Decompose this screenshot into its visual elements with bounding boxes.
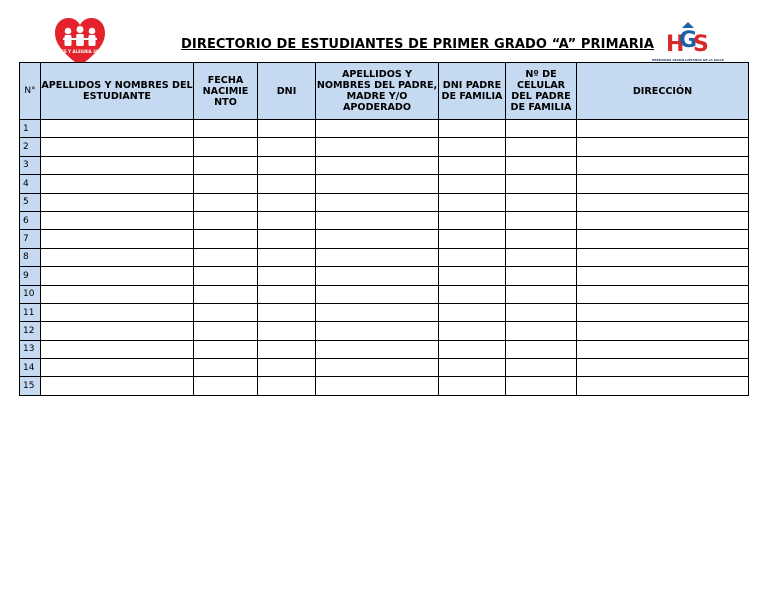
table-cell[interactable] (41, 193, 194, 211)
table-cell[interactable] (439, 267, 506, 285)
row-number: 15 (20, 377, 41, 395)
table-row (20, 267, 749, 285)
table-cell[interactable] (258, 138, 316, 156)
table-cell[interactable] (316, 211, 439, 229)
table-cell[interactable] (194, 248, 258, 266)
table-cell[interactable] (506, 211, 577, 229)
table-cell[interactable] (439, 359, 506, 377)
table-cell[interactable] (194, 175, 258, 193)
table-cell[interactable] (194, 285, 258, 303)
table-cell[interactable] (41, 285, 194, 303)
table-cell[interactable] (439, 211, 506, 229)
table-cell[interactable] (316, 120, 439, 138)
table-row (20, 175, 749, 193)
table-cell[interactable] (316, 156, 439, 174)
table-cell[interactable] (41, 303, 194, 321)
student-directory-table (19, 62, 749, 396)
table-cell[interactable] (41, 340, 194, 358)
table-cell[interactable] (41, 267, 194, 285)
table-cell[interactable] (577, 230, 749, 248)
row-number: 1 (20, 120, 41, 138)
table-cell[interactable] (194, 303, 258, 321)
row-number: 3 (20, 156, 41, 174)
heart-children-logo-icon (53, 16, 107, 68)
table-cell[interactable] (316, 303, 439, 321)
table-row (20, 120, 749, 138)
table-cell[interactable] (577, 377, 749, 395)
table-cell[interactable] (506, 120, 577, 138)
row-number: 7 (20, 230, 41, 248)
table-cell[interactable] (194, 193, 258, 211)
table-cell[interactable] (258, 120, 316, 138)
table-cell[interactable] (506, 303, 577, 321)
table-cell[interactable] (194, 340, 258, 358)
table-row (20, 211, 749, 229)
table-cell[interactable] (439, 303, 506, 321)
table-cell[interactable] (439, 248, 506, 266)
table-row (20, 303, 749, 321)
table-cell[interactable] (194, 377, 258, 395)
table-cell[interactable] (258, 340, 316, 358)
table-cell[interactable] (316, 248, 439, 266)
table-row (20, 156, 749, 174)
table-cell[interactable] (577, 193, 749, 211)
logo-right-text: HERMANOS GEANILLUPIANOS DE LA SALLE (651, 58, 725, 62)
table-cell[interactable] (506, 340, 577, 358)
table-cell[interactable] (194, 267, 258, 285)
table-cell[interactable] (41, 359, 194, 377)
header-parent-dni: DNI PADRE DE FAMILIA (439, 63, 506, 120)
table-row (20, 138, 749, 156)
table-cell[interactable] (577, 340, 749, 358)
table-header-row (20, 63, 749, 120)
table-cell[interactable] (316, 322, 439, 340)
table-cell[interactable] (577, 359, 749, 377)
row-number: 10 (20, 285, 41, 303)
table-row (20, 340, 749, 358)
table-cell[interactable] (439, 156, 506, 174)
table-cell[interactable] (506, 359, 577, 377)
table-cell[interactable] (258, 230, 316, 248)
table-cell[interactable] (439, 193, 506, 211)
table-cell[interactable] (506, 138, 577, 156)
table-cell[interactable] (194, 322, 258, 340)
table-cell[interactable] (506, 175, 577, 193)
table-cell[interactable] (506, 267, 577, 285)
table-cell[interactable] (194, 138, 258, 156)
header-no: N° (20, 63, 41, 120)
table-cell[interactable] (439, 120, 506, 138)
page-title: DIRECTORIO DE ESTUDIANTES DE PRIMER GRADO “A” PRIMARIA (181, 37, 654, 52)
table-cell[interactable] (41, 156, 194, 174)
row-number: 4 (20, 175, 41, 193)
table-cell[interactable] (258, 156, 316, 174)
table-cell[interactable] (439, 175, 506, 193)
table-cell[interactable] (194, 156, 258, 174)
header-address: DIRECCIÓN (577, 63, 749, 120)
table-row (20, 322, 749, 340)
table-cell[interactable] (316, 359, 439, 377)
table-cell[interactable] (194, 120, 258, 138)
header-birth-date: FECHA NACIMIE NTO (194, 63, 258, 120)
row-number: 9 (20, 267, 41, 285)
table-row (20, 193, 749, 211)
logo-left-text: FE Y ALEGRIA 36 (61, 49, 99, 54)
table-cell[interactable] (41, 322, 194, 340)
table-cell[interactable] (194, 211, 258, 229)
table-cell[interactable] (41, 230, 194, 248)
table-cell[interactable] (258, 377, 316, 395)
table-cell[interactable] (41, 377, 194, 395)
row-number: 6 (20, 211, 41, 229)
row-number: 12 (20, 322, 41, 340)
table-cell[interactable] (506, 156, 577, 174)
table-row (20, 230, 749, 248)
table-cell[interactable] (316, 267, 439, 285)
table-cell[interactable] (41, 120, 194, 138)
table-cell[interactable] (506, 322, 577, 340)
table-cell[interactable] (577, 120, 749, 138)
table-cell[interactable] (439, 377, 506, 395)
table-cell[interactable] (258, 322, 316, 340)
table-cell[interactable] (506, 285, 577, 303)
table-cell[interactable] (577, 175, 749, 193)
table-cell[interactable] (577, 322, 749, 340)
table-cell[interactable] (316, 193, 439, 211)
table-cell[interactable] (258, 175, 316, 193)
table-cell[interactable] (41, 211, 194, 229)
table-cell[interactable] (577, 138, 749, 156)
table-cell[interactable] (439, 340, 506, 358)
table-row (20, 285, 749, 303)
table-row (20, 248, 749, 266)
table-cell[interactable] (258, 303, 316, 321)
table-cell[interactable] (506, 248, 577, 266)
header-student-name: APELLIDOS Y NOMBRES DEL ESTUDIANTE (41, 63, 194, 120)
table-cell[interactable] (41, 175, 194, 193)
table-cell[interactable] (258, 211, 316, 229)
row-number: 13 (20, 340, 41, 358)
table-body (20, 120, 749, 396)
table-cell[interactable] (258, 193, 316, 211)
svg-text:H: H (666, 32, 685, 57)
table-cell[interactable] (194, 230, 258, 248)
table-cell[interactable] (577, 285, 749, 303)
header-parent-phone: Nº DE CELULAR DEL PADRE DE FAMILIA (506, 63, 577, 120)
table-cell[interactable] (316, 340, 439, 358)
row-number: 14 (20, 359, 41, 377)
row-number: 11 (20, 303, 41, 321)
table-cell[interactable] (258, 267, 316, 285)
row-number: 2 (20, 138, 41, 156)
table-cell[interactable] (316, 175, 439, 193)
table-cell[interactable] (577, 211, 749, 229)
table-cell[interactable] (439, 285, 506, 303)
table-row (20, 377, 749, 395)
header-parent-name: APELLIDOS Y NOMBRES DEL PADRE, MADRE Y/O APODERADO (316, 63, 439, 120)
table-cell[interactable] (316, 285, 439, 303)
svg-text:G: G (679, 28, 698, 53)
table-cell[interactable] (41, 138, 194, 156)
table-cell[interactable] (577, 156, 749, 174)
table-cell[interactable] (439, 230, 506, 248)
table-cell[interactable] (258, 285, 316, 303)
table-cell[interactable] (316, 377, 439, 395)
table-row (20, 359, 749, 377)
table-cell[interactable] (577, 303, 749, 321)
header-dni: DNI (258, 63, 316, 120)
table-cell[interactable] (258, 359, 316, 377)
table-cell[interactable] (506, 193, 577, 211)
table-cell[interactable] (577, 248, 749, 266)
table-cell[interactable] (41, 248, 194, 266)
table-cell[interactable] (194, 359, 258, 377)
table-cell[interactable] (439, 138, 506, 156)
table-cell[interactable] (506, 377, 577, 395)
table-cell[interactable] (439, 322, 506, 340)
table-cell[interactable] (258, 248, 316, 266)
table-cell[interactable] (506, 230, 577, 248)
table-cell[interactable] (316, 138, 439, 156)
table-cell[interactable] (577, 267, 749, 285)
svg-text:S: S (693, 32, 709, 57)
row-number: 5 (20, 193, 41, 211)
row-number: 8 (20, 248, 41, 266)
table-cell[interactable] (316, 230, 439, 248)
